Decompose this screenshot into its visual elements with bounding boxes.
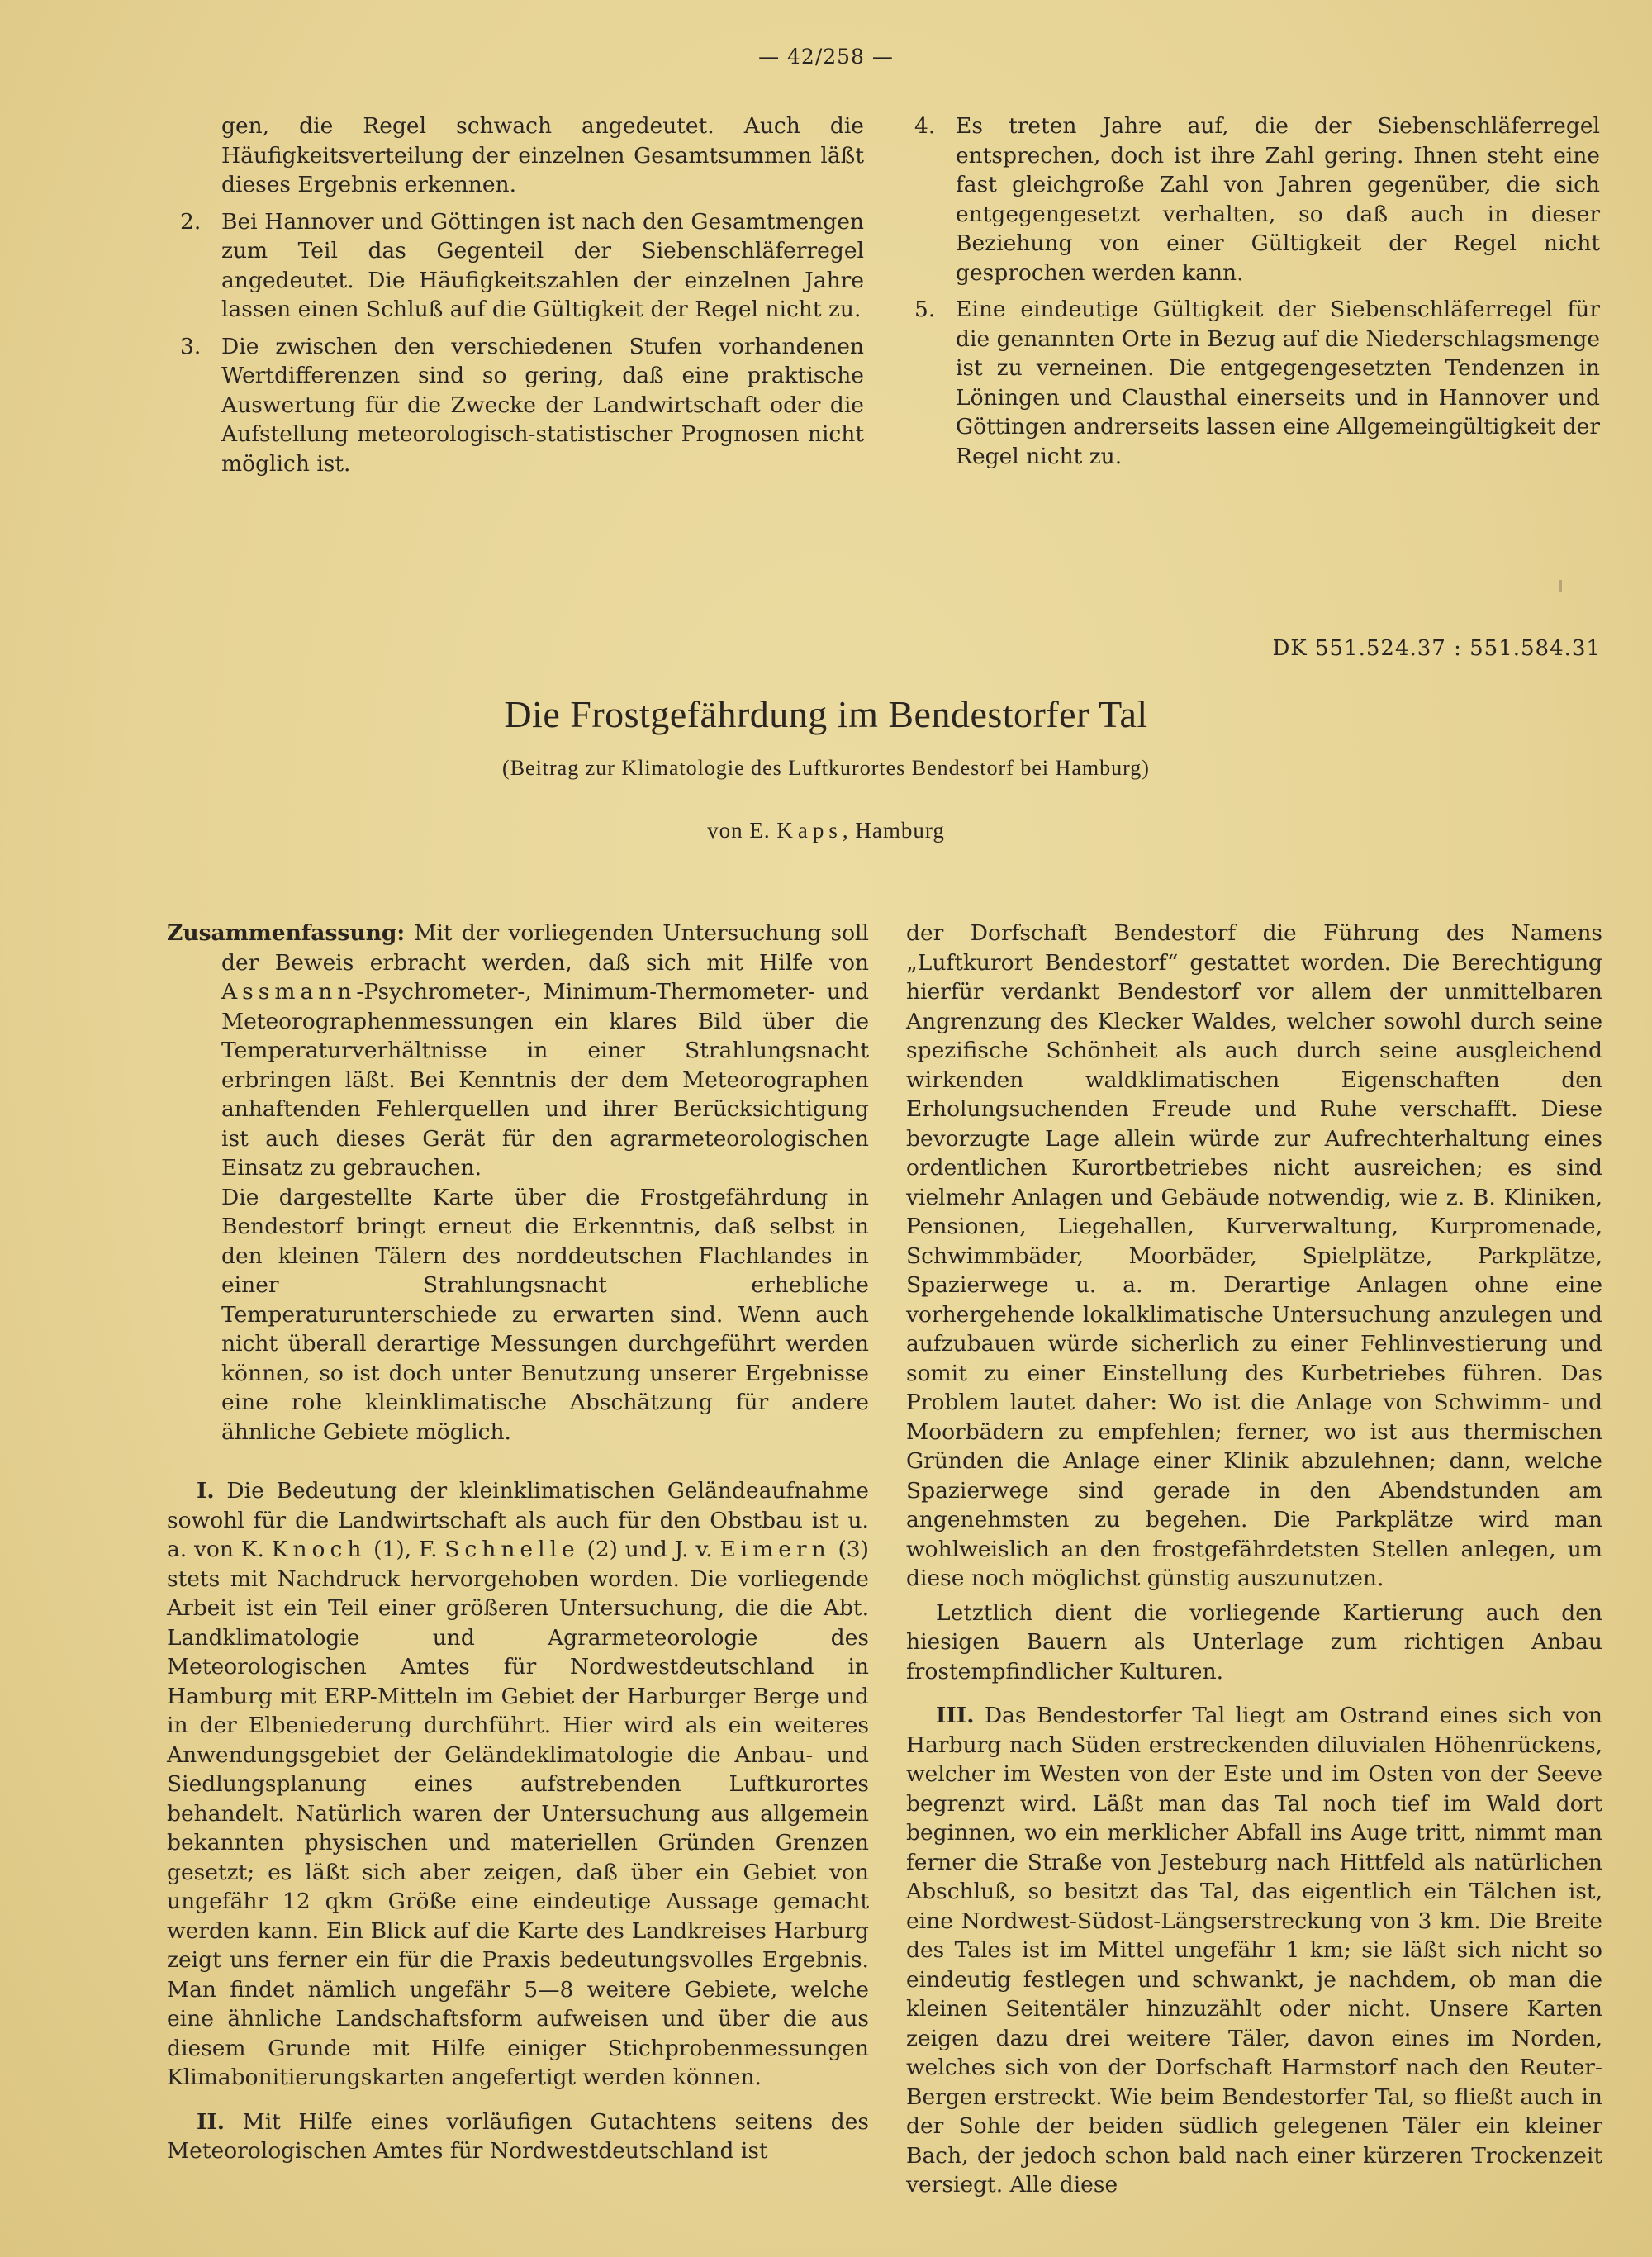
list-item-text: Bei Hannover und Göttingen ist nach den Gesamtmengen zum Teil das Gegenteil der Siebenschläferregel angedeutet. Die Häufigkeitszahlen der einzelnen Jahre lassen einen Schluß auf die Gültigkeit der Regel nicht zu. bbox=[221, 208, 864, 322]
paper-mark bbox=[1559, 580, 1562, 592]
article-author bbox=[0, 818, 1652, 843]
author-name: Kaps bbox=[776, 818, 843, 843]
section-number: II. bbox=[197, 2108, 225, 2135]
list-item-text: Eine eindeutige Gültigkeit der Siebenschläferregel für die genannten Orte in Bezug auf die Niederschlagsmenge ist zu verneinen. Die entgegengesetzten Tendenzen in Löningen und Clausthal einerseits und in Hannover und Göttingen andrerseits lassen eine Allgemeingültigkeit der Regel nicht zu. bbox=[956, 297, 1600, 469]
section-text: (1), F. bbox=[366, 1537, 445, 1562]
summary-text: -Psychrometer-, Minimum-Thermometer- und Meteorographenmessungen ein klares Bild über die Temperaturverhältnisse in einer Strahlungsnacht erbringen läßt. Bei Kenntnis der dem Meteorographen anhaftenden Fehlerquellen und ihrer Berücksichtigung ist auch dieses Gerät für den agrarmeteorologischen Einsatz zu gebrauchen. bbox=[221, 979, 869, 1181]
list-item bbox=[180, 332, 864, 479]
list-item-number: 3. bbox=[180, 333, 202, 359]
paragraph: Letztlich dient die vorliegende Kartierung auch den hiesigen Bauern als Unterlage zum richtigen Anbau frostempfindlicher Kulturen. bbox=[906, 1599, 1602, 1684]
list-item bbox=[180, 112, 864, 200]
page-number: — 42/258 — bbox=[758, 45, 894, 69]
main-right-column bbox=[906, 919, 1602, 2200]
section-2-paragraph bbox=[167, 2107, 869, 2166]
section-text: (3) stets mit Nachdruck hervorgehoben worden. Die vorliegende Arbeit ist ein Teil einer größeren Untersuchung, die die Abt. Landklimatologie und Agrarmeteorologie des Meteorologischen Amtes für Nordwestdeutschland in Hamburg mit ERP-Mitteln im Gebiet der Harburger Berge und in der Elbeniederung durchführt. Hier wird als ein weiteres Anwendungsgebiet der Geländeklimatologie die Anbau- und Siedlungsplanung eines aufstrebenden Luftkurortes behandelt. Natürlich waren der Untersuchung aus allgemein bekannten physischen und materiellen Gründen Grenzen gesetzt; es läßt sich aber zeigen, daß über ein Gebiet von ungefähr 12 qkm Größe eine eindeutige Aussage gemacht werden kann. Ein Blick auf die Karte des Landkreises Harburg zeigt uns ferner ein für die Praxis bedeutungsvolles Ergebnis. Man findet nämlich ungefähr 5—8 weitere Gebiete, welche eine ähnliche Landschaftsform aufweisen und über die aus diesem Grunde mit Hilfe einiger Stichprobenmessungen Klimabonitierungskarten angefertigt werden können. bbox=[167, 1537, 869, 2090]
list-item-text: Es treten Jahre auf, die der Siebenschläferregel entsprechen, doch ist ihre Zahl gering. Ihnen steht eine fast gleichgroße Zahl von Jahren gegenüber, die sich entgegengesetzt verhalten, so daß auch in dieser Beziehung von einer Gültigkeit der Regel nicht gesprochen werden kann. bbox=[956, 113, 1600, 286]
list-item bbox=[914, 295, 1600, 471]
article-subtitle: (Beitrag zur Klimatologie des Luftkurortes Bendestorf bei Hamburg) bbox=[502, 756, 1150, 780]
summary-paragraph bbox=[167, 919, 869, 1183]
section-text: Mit Hilfe eines vorläufigen Gutachtens seitens des Meteorologischen Amtes für Nordwestdeutschland ist bbox=[167, 2108, 869, 2164]
paragraph: der Dorfschaft Bendestorf die Führung des Namens „Luftkurort Bendestorf“ gestattet worden. Die Berechtigung hierfür verdankt Bendestorf vor allem der unmittelbaren Angrenzung des Klecker Waldes, welcher sowohl durch seine spezifische Schönheit als auch durch seine ausgleichend wirkenden waldklimatischen Eigenschaften den Erholungsuchenden Freude und Ruhe verschafft. Diese bevorzugte Lage allein würde zur Aufrechterhaltung eines ordentlichen Kurortbetriebes nicht ausreichen; es sind vielmehr Anlagen und Gebäude notwendig, wie z. B. Kliniken, Pensionen, Liegehallen, Kurverwaltung, Kurpromenade, Schwimmbäder, Moorbäder, Spielplätze, Parkplätze, Spazierwege u. a. m. Derartige Anlagen ohne eine vorhergehende lokalklimatische Untersuchung anzulegen und aufzubauen würde sicherlich zu einer Fehlinvestierung und somit zu einer Einstellung des Kurbetriebes führen. Das Problem lautet daher: Wo ist die Anlage von Schwimm- und Moorbädern zu empfehlen; ferner, wo ist aus thermischen Gründen die Anlage einer Klinik abzulehnen; dann, welche Spazierwege sind gerade in den Abendstunden am angenehmsten zu begehen. Die Parkplätze wird man wohlweislich an den frostgefährdetsten Stellen anlegen, um diese noch möglichst günstig auszunutzen. bbox=[906, 920, 1602, 1591]
section-text: Das Bendestorfer Tal liegt am Ostrand eines sich von Harburg nach Süden erstreckenden diluvialen Höhenrückens, welcher im Westen von der Este und im Osten von der Seeve begrenzt wird. Läßt man das Tal noch tief im Wald dort beginnen, wo ein merklicher Abfall ins Auge tritt, nimmt man ferner die Straße von Jesteburg nach Hittfeld als natürlichen Abschluß, so besitzt das Tal, das eigentlich ein Tälchen ist, eine Nordwest-Südost-Längserstreckung von 3 km. Die Breite des Tales ist im Mittel ungefähr 1 km; sie läßt sich nicht so eindeutig festlegen und schwankt, je nachdem, ob man die kleinen Seitentäler hinzuzählt oder nicht. Unsere Karten zeigen dazu drei weitere Täler, davon eines im Norden, welches sich von der Dorfschaft Harmstorf nach den Reuter-Bergen erstreckt. Wie beim Bendestorfer Tal, so fließt auch in der Sohle der beiden südlich gelegenen Täler ein kleiner Bach, der jedoch schon bald nach einer kürzeren Trockenzeit versiegt. Alle diese bbox=[906, 1703, 1602, 2198]
main-left-column bbox=[167, 919, 869, 2166]
person-name: Eimern bbox=[719, 1537, 831, 1562]
person-name: Knoch bbox=[271, 1537, 367, 1562]
summary-paragraph-2: Die dargestellte Karte über die Frostgefährdung in Bendestorf bringt erneut die Erkenntnis, daß selbst in den kleinen Tälern des norddeutschen Flachlandes in einer Strahlungsnacht erhebliche Temperaturunterschiede zu erwarten sind. Wenn auch nicht überall derartige Messungen durchgeführt werden können, so ist doch unter Benutzung unserer Ergebnisse eine rohe kleinklimatische Abschätzung für andere ähnliche Gebiete möglich. bbox=[221, 1184, 869, 1445]
top-left-column bbox=[180, 112, 864, 486]
section-1-paragraph bbox=[167, 1476, 869, 2093]
list-item-number: 4. bbox=[914, 113, 936, 139]
person-name: Schnelle bbox=[444, 1537, 580, 1562]
author-suffix: , Hamburg bbox=[842, 818, 945, 843]
section-text: (2) und J. v. bbox=[579, 1537, 720, 1562]
article-title: Die Frostgefährdung im Bendestorfer Tal bbox=[504, 693, 1148, 735]
classification-code: DK 551.524.37 : 551.584.31 bbox=[1272, 636, 1601, 661]
section-text: Die Bedeutung der kleinklimatischen Geländeaufnahme sowohl für die Landwirtschaft als auch für den Obstbau ist u. a. von K. bbox=[167, 1478, 869, 1562]
top-right-column bbox=[914, 112, 1600, 478]
list-item-number: 5. bbox=[914, 297, 936, 322]
summary-text: Mit der vorliegenden Untersuchung soll der Beweis erbracht werden, daß sich mit Hilfe von bbox=[221, 920, 869, 976]
conclusion-list-right bbox=[914, 112, 1600, 471]
section-3-paragraph bbox=[906, 1701, 1602, 2200]
conclusion-list-left bbox=[180, 112, 864, 478]
summary-label: Zusammenfassung: bbox=[167, 920, 406, 946]
section-number: I. bbox=[197, 1478, 215, 1504]
author-prefix: von E. bbox=[707, 818, 771, 843]
section-number: III. bbox=[936, 1703, 975, 1728]
list-item bbox=[180, 207, 864, 325]
list-item-text: gen, die Regel schwach angedeutet. Auch die Häufigkeitsverteilung der einzelnen Gesamtsummen läßt dieses Ergebnis erkennen. bbox=[221, 113, 864, 197]
person-name: Assmann bbox=[221, 979, 357, 1005]
list-item-text: Die zwischen den verschiedenen Stufen vorhandenen Wertdifferenzen sind so gering, daß eine praktische Auswertung für die Zwecke der Landwirtschaft oder die Aufstellung meteorologisch-statistischer Prognosen nicht möglich ist. bbox=[221, 333, 864, 477]
list-item-number: 2. bbox=[180, 208, 202, 235]
list-item bbox=[914, 112, 1600, 287]
